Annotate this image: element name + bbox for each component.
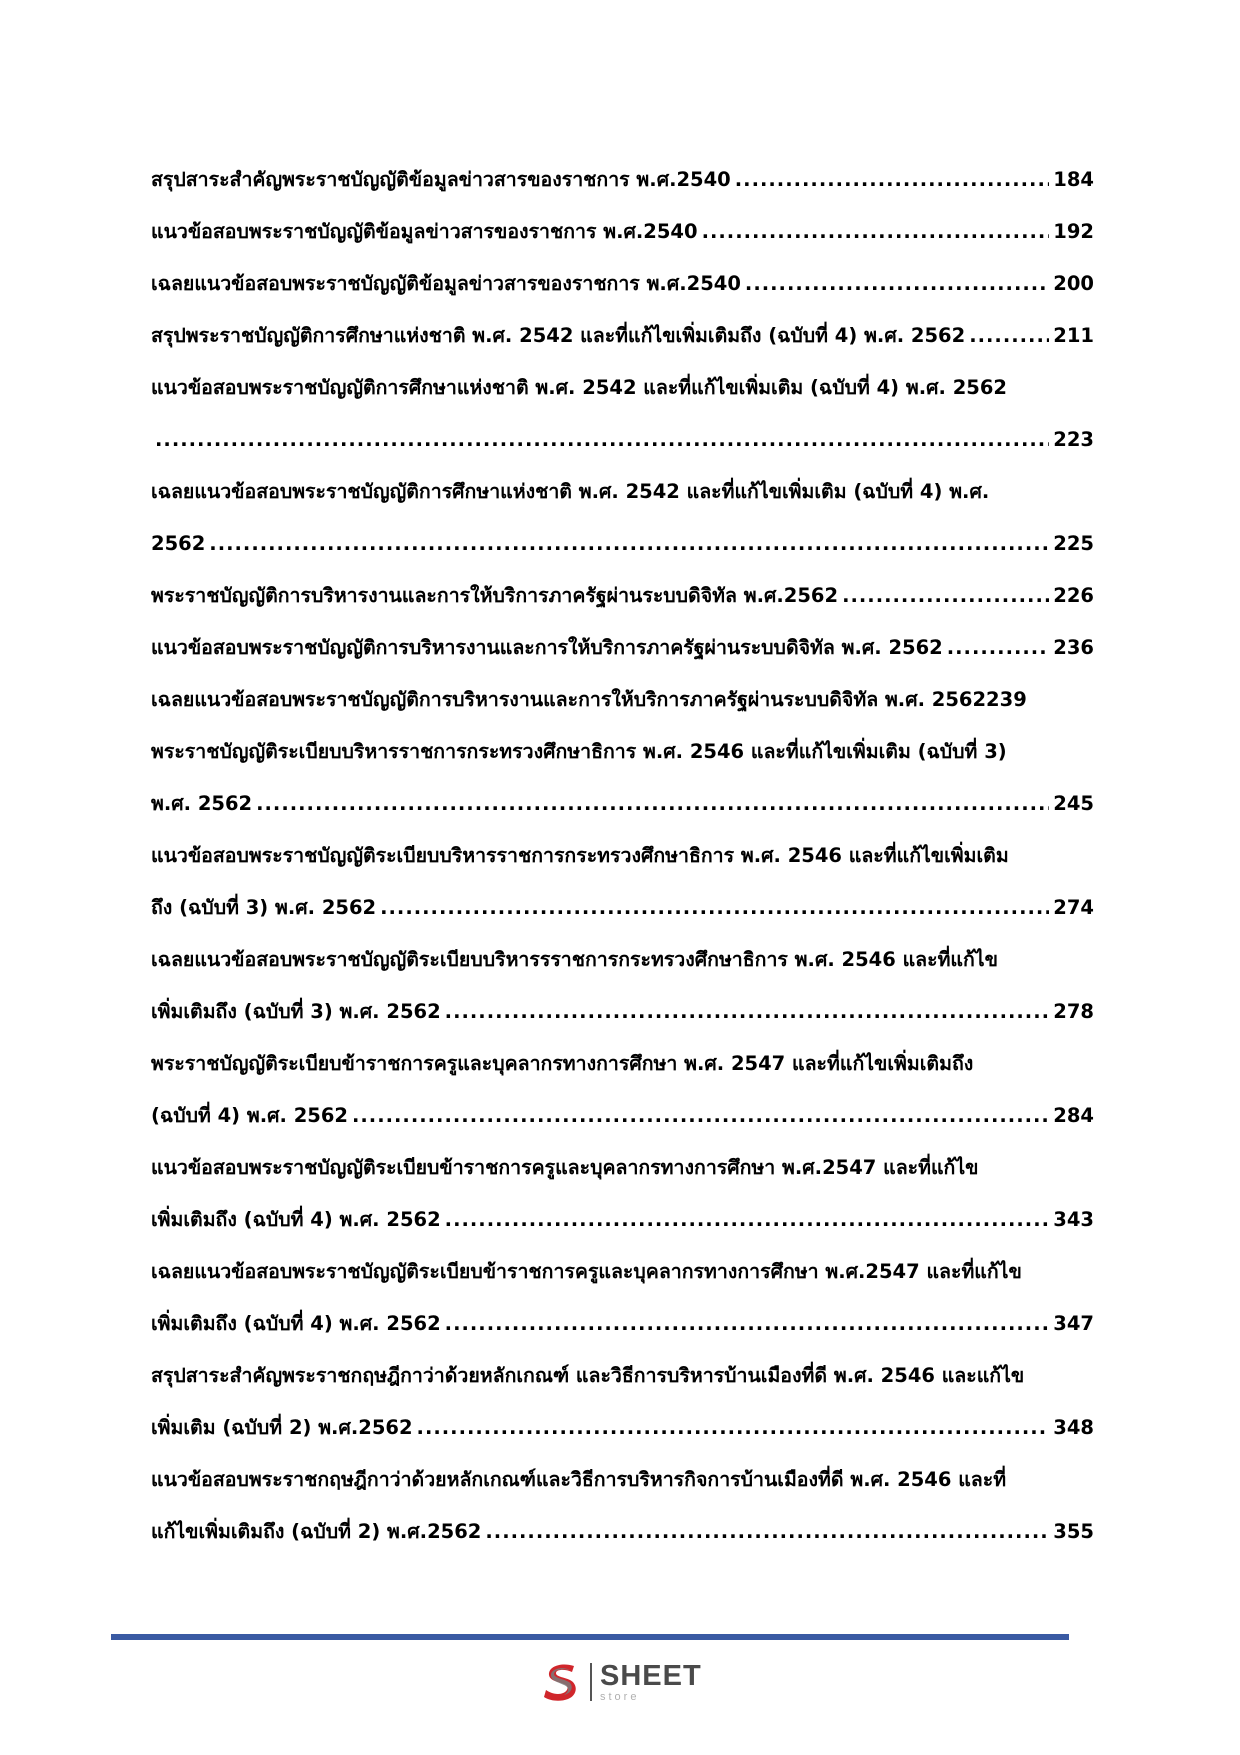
toc-page-number: 192 [1053,220,1094,243]
toc-entry-last-line [151,622,1094,674]
toc-page-number: 236 [1053,636,1094,659]
logo-text [600,1659,702,1703]
logo-sub-text: store [600,1690,640,1703]
toc-page-number: 225 [1053,532,1094,555]
toc-entry[interactable] [151,362,1094,466]
toc-entry-last-line [151,414,1094,466]
toc-entry-title: แนวข้อสอบพระราชบัญญัติข้อมูลข่าวสารของราชการ พ.ศ.2540 [151,220,698,243]
toc-entry[interactable] [151,622,1094,674]
toc-page-number: 343 [1053,1208,1094,1231]
toc-entry-title: เฉลยแนวข้อสอบพระราชบัญญัติการบริหารงานและการให้บริการภาครัฐผ่านระบบดิจิทัล พ.ศ. 2562239 [151,688,1027,711]
toc-entry-last-line [151,154,1094,206]
toc-entry-title: แนวข้อสอบพระราชบัญญัติระเบียบบริหารราชการกระทรวงศึกษาธิการ พ.ศ. 2546 และที่แก้ไขเพิ่มเติม [151,844,1009,867]
toc-entry[interactable] [151,258,1094,310]
toc-dot-leader [745,258,1049,310]
toc-page-number: 200 [1053,272,1094,295]
toc-entry[interactable] [151,830,1094,934]
toc-page-number: 355 [1053,1520,1094,1543]
toc-page-number: 278 [1053,1000,1094,1023]
toc-entry-last-line [151,986,1094,1038]
toc-dot-leader [445,986,1050,1038]
toc-page-number: 223 [1053,428,1094,451]
toc-entry[interactable] [151,934,1094,1038]
toc-entry-title: เฉลยแนวข้อสอบพระราชบัญญัติข้อมูลข่าวสารของราชการ พ.ศ.2540 [151,272,741,295]
toc-entry-last-line [151,1506,1094,1558]
toc-dot-leader [735,154,1050,206]
toc-entry-title: (ฉบับที่ 4) พ.ศ. 2562 [151,1104,348,1127]
toc-entry-title: แนวข้อสอบพระราชกฤษฎีกาว่าด้วยหลักเกณฑ์และวิธีการบริหารกิจการบ้านเมืองที่ดี พ.ศ. 2546 และที่ [151,1468,1007,1491]
footer-divider [111,1634,1069,1640]
sheet-store-logo [540,1658,702,1706]
toc-dot-leader [445,1194,1050,1246]
toc-entry[interactable] [151,206,1094,258]
toc-entry[interactable] [151,674,1094,726]
toc-page-number: 274 [1053,896,1094,919]
toc-entry[interactable] [151,1454,1094,1558]
toc-entry[interactable] [151,570,1094,622]
toc-page-number: 284 [1053,1104,1094,1127]
toc-dot-leader [969,310,1049,362]
toc-entry-title: เฉลยแนวข้อสอบพระราชบัญญัติระเบียบข้าราชการครูและบุคลากรทางการศึกษา พ.ศ.2547 และที่แก้ไข [151,1260,1022,1283]
toc-page-number: 184 [1053,168,1094,191]
toc-dot-leader [702,206,1050,258]
toc-page-number: 226 [1053,584,1094,607]
toc-entry-title: สรุปสาระสำคัญพระราชบัญญัติข้อมูลข่าวสารของราชการ พ.ศ.2540 [151,168,731,191]
toc-entry-title: 2562 [151,532,206,555]
toc-dot-leader [445,1298,1050,1350]
toc-dot-leader [155,414,1049,466]
toc-dot-leader [842,570,1049,622]
toc-dot-leader [352,1090,1049,1142]
toc-entry-last-line [151,1194,1094,1246]
toc-page-number: 245 [1053,792,1094,815]
toc-entry-title: เพิ่มเติมถึง (ฉบับที่ 4) พ.ศ. 2562 [151,1208,441,1231]
toc-page-number: 347 [1053,1312,1094,1335]
toc-entry-title: เพิ่มเติมถึง (ฉบับที่ 3) พ.ศ. 2562 [151,1000,441,1023]
toc-entry-title: พระราชบัญญัติระเบียบบริหารราชการกระทรวงศึกษาธิการ พ.ศ. 2546 และที่แก้ไขเพิ่มเติม (ฉบับที่ 3) [151,740,1007,763]
toc-entry-title: เฉลยแนวข้อสอบพระราชบัญญัติระเบียบบริหารรราชการกระทรวงศึกษาธิการ พ.ศ. 2546 และที่แก้ไข [151,948,998,971]
toc-entry-last-line [151,310,1094,362]
toc-entry-title: สรุปสาระสำคัญพระราชกฤษฎีกาว่าด้วยหลักเกณฑ์ และวิธีการบริหารบ้านเมืองที่ดี พ.ศ. 2546 และแก้ไข [151,1364,1025,1387]
toc-entry-last-line [151,258,1094,310]
toc-entry[interactable] [151,310,1094,362]
toc-entry[interactable] [151,1350,1094,1454]
toc-dot-leader [209,518,1049,570]
toc-entry[interactable] [151,1142,1094,1246]
sheet-store-s-logo-icon [540,1660,584,1704]
toc-dot-leader [485,1506,1049,1558]
toc-dot-leader [417,1402,1050,1454]
toc-entry[interactable] [151,726,1094,830]
toc-entry-last-line [151,882,1094,934]
toc-entry-title: ถึง (ฉบับที่ 3) พ.ศ. 2562 [151,896,377,919]
toc-dot-leader [256,778,1049,830]
toc-entry-title: แนวข้อสอบพระราชบัญญัติการศึกษาแห่งชาติ พ.ศ. 2542 และที่แก้ไขเพิ่มเติม (ฉบับที่ 4) พ.ศ. 2562 [151,376,1007,399]
toc-entry-last-line [151,1402,1094,1454]
toc-dot-leader [380,882,1049,934]
toc-entry-last-line [151,570,1094,622]
toc-entry-title: แนวข้อสอบพระราชบัญญัติระเบียบข้าราชการครูและบุคลากรทางการศึกษา พ.ศ.2547 และที่แก้ไข [151,1156,979,1179]
toc-entry-title: แก้ไขเพิ่มเติมถึง (ฉบับที่ 2) พ.ศ.2562 [151,1520,482,1543]
toc-entry-title: เฉลยแนวข้อสอบพระราชบัญญัติการศึกษาแห่งชาติ พ.ศ. 2542 และที่แก้ไขเพิ่มเติม (ฉบับที่ 4) พ.ศ. [151,480,990,503]
logo-separator [590,1663,592,1701]
toc-entry-title: เพิ่มเติมถึง (ฉบับที่ 4) พ.ศ. 2562 [151,1312,441,1335]
toc-entry-last-line [151,206,1094,258]
table-of-contents [151,154,1094,1558]
toc-entry-last-line [151,778,1094,830]
toc-page-number: 348 [1053,1416,1094,1439]
toc-entry-last-line [151,674,1094,726]
toc-page-number: 211 [1053,324,1094,347]
toc-entry-last-line [151,1090,1094,1142]
toc-entry[interactable] [151,154,1094,206]
toc-entry-title: สรุปพระราชบัญญัติการศึกษาแห่งชาติ พ.ศ. 2542 และที่แก้ไขเพิ่มเติมถึง (ฉบับที่ 4) พ.ศ. 2562 [151,324,966,347]
logo-brand-text: SHEET [600,1659,702,1692]
toc-entry-last-line [151,518,1094,570]
toc-entry-last-line [151,1298,1094,1350]
toc-dot-leader [947,622,1050,674]
toc-entry-title: พระราชบัญญัติระเบียบข้าราชการครูและบุคลากรทางการศึกษา พ.ศ. 2547 และที่แก้ไขเพิ่มเติมถึง [151,1052,974,1075]
toc-entry-title: พ.ศ. 2562 [151,792,253,815]
toc-entry[interactable] [151,466,1094,570]
toc-entry[interactable] [151,1246,1094,1350]
toc-entry[interactable] [151,1038,1094,1142]
toc-entry-title: เพิ่มเติม (ฉบับที่ 2) พ.ศ.2562 [151,1416,413,1439]
toc-entry-title: พระราชบัญญัติการบริหารงานและการให้บริการภาครัฐผ่านระบบดิจิทัล พ.ศ.2562 [151,584,839,607]
toc-entry-title: แนวข้อสอบพระราชบัญญัติการบริหารงานและการให้บริการภาครัฐผ่านระบบดิจิทัล พ.ศ. 2562 [151,636,943,659]
